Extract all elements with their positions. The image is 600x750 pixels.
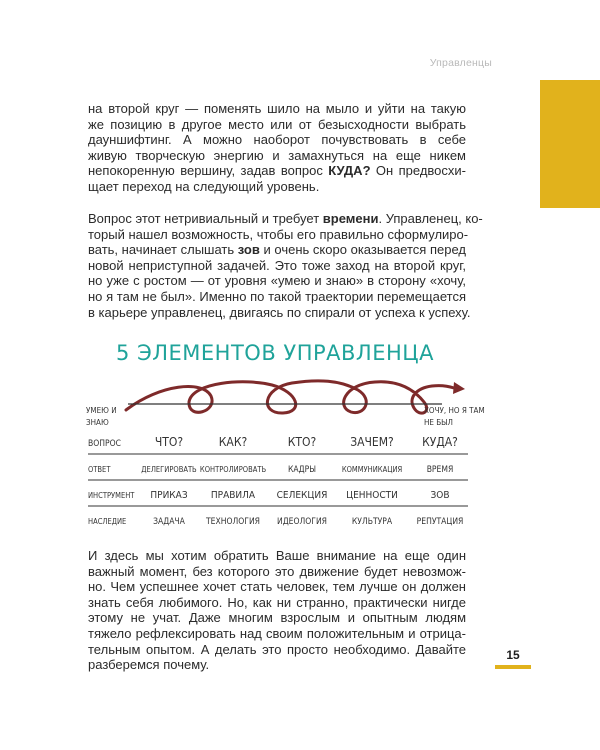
text-line <box>88 273 466 289</box>
table-cell: ЗОВ <box>430 490 450 501</box>
text-line <box>88 657 466 673</box>
table-cell: РЕПУТАЦИЯ <box>416 517 464 527</box>
text-run: знать себя любимого. Но, как ни странно, практически нигде <box>88 594 466 610</box>
row-label: ИНСТРУМЕНТ <box>88 491 135 500</box>
start-label-line-1: УМЕЮ И <box>86 406 117 415</box>
text-run: важный момент, без которого это движение будет невозмож- <box>88 563 466 579</box>
text-run: и очень скоро оказывается перед <box>259 242 466 258</box>
text-run: живую творческую энергию и замахнуться на еще никем <box>88 147 466 163</box>
paragraph-1 <box>88 101 466 195</box>
text-line <box>88 132 466 148</box>
table-cell: КТО? <box>287 435 317 449</box>
table-cell: КОНТРОЛИРОВАТЬ <box>199 465 267 474</box>
end-label-line-1: ХОЧУ, НО Я ТАМ <box>424 406 485 415</box>
text-run: тельным опытом. А делать это просто необходимо. Давайте <box>88 641 466 657</box>
table-cell: КУДА? <box>422 435 458 449</box>
paragraph-3 <box>88 548 466 673</box>
text-line <box>88 258 466 274</box>
running-header: Управленцы <box>429 57 492 69</box>
text-line <box>88 179 466 195</box>
text-run: торый нашел возможность, чтобы его правильно сформулиро- <box>88 226 469 242</box>
text-run: но. Чем успешнее хочет стать человек, тем лучше он должен <box>88 579 466 595</box>
table-cell: ПРИКАЗ <box>150 490 188 501</box>
five-elements-diagram-svg <box>80 322 485 537</box>
bold-term: зов <box>237 242 260 258</box>
text-line <box>88 211 483 227</box>
text-line <box>88 163 466 179</box>
text-line <box>88 304 471 321</box>
table-cell: КАК? <box>218 435 248 449</box>
row-label: ВОПРОС <box>88 439 121 449</box>
text-line <box>88 579 466 595</box>
table-cell: СЕЛЕКЦИЯ <box>276 490 328 501</box>
text-run: дауншифтинг. А можно наоборот почувствовать в себе <box>88 132 466 148</box>
start-label-line-2: ЗНАЮ <box>86 418 109 427</box>
text-line <box>88 626 466 642</box>
text-run: же позицию в другое место или от безысходности выбрать <box>88 116 466 132</box>
end-label-line-2: НЕ БЫЛ <box>424 418 453 427</box>
text-run: в карьере управленец, двигаясь по спирали от успеха к успеху. <box>88 304 471 320</box>
diagram-table <box>88 435 463 527</box>
table-cell: КОММУНИКАЦИЯ <box>341 465 403 474</box>
table-cell: ТЕХНОЛОГИЯ <box>206 517 260 527</box>
table-cell: ЦЕННОСТИ <box>346 490 398 501</box>
text-line <box>88 289 466 305</box>
bold-term: времени <box>322 211 379 226</box>
five-elements-diagram <box>80 322 485 537</box>
text-line <box>88 548 466 564</box>
row-label: ОТВЕТ <box>88 465 111 474</box>
text-run: щает переход на следующий уровень. <box>88 178 320 194</box>
table-cell: ЗАЧЕМ? <box>350 435 394 449</box>
table-cell: ПРАВИЛА <box>210 490 256 501</box>
text-run: разберемся почему. <box>88 657 210 673</box>
paragraph-2 <box>88 211 483 320</box>
table-cell: ДЕЛЕГИРОВАТЬ <box>141 465 197 474</box>
diagram-title: 5 ЭЛЕМЕНТОВ УПРАВЛЕНЦА <box>116 341 434 365</box>
text-run: этому не учат. Даже многим взрослым и опытным людям <box>88 610 466 626</box>
text-line <box>88 117 466 133</box>
text-run: непокоренную вершину, задав вопрос <box>88 163 329 179</box>
text-line <box>88 242 466 258</box>
spiral-arrow-head <box>453 382 465 394</box>
text-line <box>88 226 469 243</box>
text-line <box>88 101 466 117</box>
text-run: тяжело рефлексировать над своим положительным и отрица- <box>88 625 466 641</box>
text-run: . Управленец, ко- <box>378 211 483 226</box>
table-cell: ЧТО? <box>154 435 184 449</box>
text-line <box>88 595 466 611</box>
text-run: но уже с ростом — от уровня «умею и знаю» в сторону «хочу, <box>88 273 466 289</box>
bold-term: КУДА? <box>328 163 371 179</box>
text-run: на второй круг — поменять шило на мыло и уйти на такую <box>88 101 466 116</box>
table-cell: КУЛЬТУРА <box>351 517 393 527</box>
text-run: И здесь мы хотим обратить Ваше внимание на еще один <box>88 548 466 563</box>
text-run: вать, начинает слышать <box>88 242 238 258</box>
table-cell: ИДЕОЛОГИЯ <box>276 517 328 527</box>
chapter-tab <box>540 80 600 208</box>
row-label: НАСЛЕДИЕ <box>88 517 127 526</box>
page-number: 15 <box>506 648 520 662</box>
text-run: новой неприступной задачей. Это тоже заход на второй круг, <box>88 257 466 273</box>
page-number-bar <box>495 665 531 669</box>
text-line <box>88 610 466 626</box>
text-line <box>88 564 466 580</box>
spiral-path <box>126 381 454 413</box>
text-run: Он предвосхи- <box>370 163 466 179</box>
table-cell: ВРЕМЯ <box>426 465 454 475</box>
table-cell: ЗАДАЧА <box>153 517 185 527</box>
text-line <box>88 148 466 164</box>
text-run: но я там не был». Именно по такой траектории перемещается <box>88 288 466 304</box>
table-cell: КАДРЫ <box>288 465 316 475</box>
text-run: Вопрос этот нетривиальный и требует <box>88 211 323 226</box>
text-line <box>88 642 466 658</box>
